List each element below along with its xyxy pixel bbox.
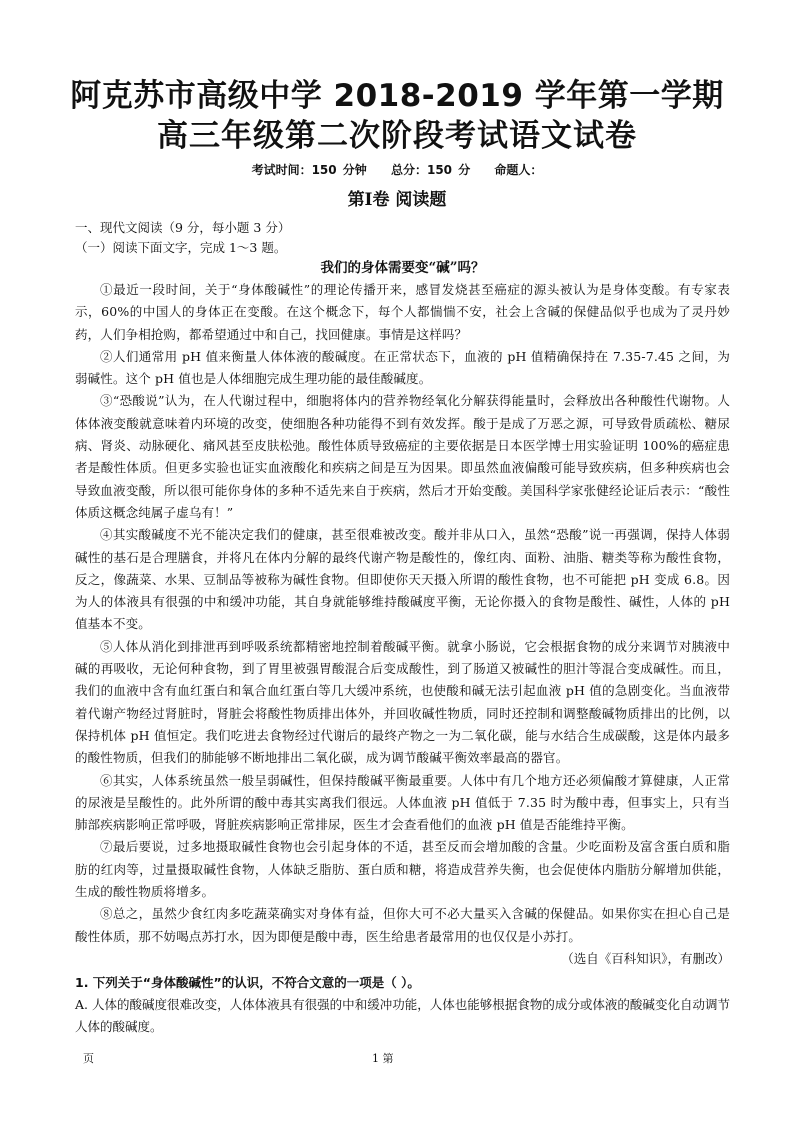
article-paragraph-5: ⑤人体从消化到排泄再到呼吸系统都精密地控制着酸碱平衡。就拿小肠说，它会根据食物的成分来调节对胰液中碱的再吸收，无论何种食物，到了胃里被强胃酸混合后变成酸性，到了肠道又被碱性的胆汁等混合变成碱性。而且，我们的血液中含有血红蛋白和氧合血红蛋白等几大缓冲系统，也使酸和碱无法引起血液 pH 值的急剧变化。当血液带着代谢产物经过肾脏时，肾脏会将酸性物质排出体外，并回收碱性物质，同时还控制和调整酸碱物质排出的比例，以保持机体 pH 值恒定。我们吃进去食物经过代谢后的最终产物之一为二氧化碳，能与水结合生成碳酸，这是体内最多的酸性物质，但我们的肺能够不断地排出二氧化碳，成为调节酸碱平衡效率最高的器官。 (75, 638, 730, 766)
question-1-stem: 1. 下列关于“身体酸碱性”的认识，不符合文意的一项是（ ）。 (75, 974, 420, 990)
section-subheading: （一）阅读下面文字，完成 1～3 题。 (75, 240, 287, 255)
article-source: （选自《百科知识》，有删改） (561, 950, 730, 966)
exam-time: 考试时间：150 分钟 (251, 163, 367, 177)
exam-author: 命题人： (494, 163, 543, 177)
article-paragraph-7: ⑦最后要说，过多地摄取碱性食物也会引起身体的不适，甚至反而会增加酸的含量。少吃面粉及富含蛋白质和脂肪的红肉等，过量摄取碱性食物，人体缺乏脂肪、蛋白质和糖，将造成营养失衡，也会促使体内脂肪分解增加供能，生成的酸性物质将增多。 (75, 839, 730, 900)
exam-title-line1: 阿克苏市高级中学 2018-2019 学年第一学期 (70, 78, 724, 114)
footer-page-label: 页 (83, 1052, 94, 1065)
article-paragraph-1: ①最近一段时间，关于“身体酸碱性”的理论传播开来，感冒发烧甚至癌症的源头被认为是身体变酸。有专家表示，60%的中国人的身体正在变酸。在这个概念下，每个人都惴惴不安，社会上含碱的保健品似乎也成为了灵丹妙药，人们争相抢购，都希望通过中和自己，找回健康。事情是这样吗？ (75, 282, 730, 342)
footer-page-number: 1 第 (372, 1052, 394, 1065)
article-paragraph-2: ②人们通常用 pH 值来衡量人体体液的酸碱度。在正常状态下，血液的 pH 值精确保持在 7.35-7.45 之间，为弱碱性。这个 pH 值也是人体细胞完成生理功能的最佳酸碱度。 (75, 348, 730, 387)
section-heading: 一、现代文阅读（9 分，每小题 3 分） (75, 220, 291, 235)
part-title: 第Ⅰ卷 阅读题 (347, 190, 447, 210)
exam-title-line2: 高三年级第二次阶段考试语文试卷 (157, 118, 637, 154)
exam-info (0, 162, 794, 178)
main-content (75, 218, 730, 1038)
article-paragraph-6: ⑥其实，人体系统虽然一般呈弱碱性，但保持酸碱平衡最重要。人体中有几个地方还必须偏酸才算健康，人正常的尿液是呈酸性的。此外所谓的酸中毒其实离我们很远。人体血液 pH 值低于 7.35 时为酸中毒，但事实上，只有当肺部疾病影响正常呼吸，肾脏疾病影响正常排尿，医生才会查看他们的血液 pH 值是否能维持平衡。 (75, 772, 730, 833)
total-score: 总分：150 分 (390, 163, 471, 177)
article-paragraph-8: ⑧总之，虽然少食红肉多吃蔬菜确实对身体有益，但你大可不必大量买入含碱的保健品。如果你实在担心自己是酸性体质，那不妨喝点苏打水，因为即便是酸中毒，医生给患者最常用的也仅仅是小苏打。 (75, 906, 730, 944)
article-title: 我们的身体需要变“碱”吗？ (320, 260, 485, 276)
article-paragraph-3: ③“恐酸说”认为，在人代谢过程中，细胞将体内的营养物经氧化分解获得能量时，会释放出各种酸性代谢物。人体体液变酸就意味着内环境的改变，使细胞各种功能得不到有效发挥。酸于是成了万恶之源，可导致骨质疏松、糖尿病、肾炎、动脉硬化、痛风甚至皮肤松弛。酸性体质导致癌症的主要依据是日本医学博士用实验证明 100%的癌症患者是酸性体质。但更多实验也证实血液酸化和疾病之间是互为因果。即虽然血液偏酸可能导致疾病，但多种疾病也会导致血液变酸，所以很可能你身体的多种不适先来自于疾病，然后才开始变酸。美国科学家张健经论证后表示：“酸性体质这概念纯属子虚乌有！” (75, 393, 730, 520)
article-paragraph-4: ④其实酸碱度不光不能决定我们的健康，甚至很难被改变。酸并非从口入，虽然“恐酸”说一再强调，保持人体弱碱性的基石是合理膳食，并将凡在体内分解的最终代谢产物是酸性的，像红肉、面粉、油脂、糖类等称为酸性食物，反之，像蔬菜、水果、豆制品等被称为碱性食物。但即使你天天摄入所谓的酸性食物，也不可能把 pH 变成 6.8。因为人的体液具有很强的中和缓冲功能，其自身就能够维持酸碱度平衡，无论你摄入的食物是酸性、碱性，人体的 pH 值基本不变。 (75, 527, 730, 632)
question-1-option-a: A. 人体的酸碱度很难改变，人体体液具有很强的中和缓冲功能，人体也能够根据食物的成分或体液的酸碱变化自动调节人体的酸碱度。 (75, 996, 730, 1034)
